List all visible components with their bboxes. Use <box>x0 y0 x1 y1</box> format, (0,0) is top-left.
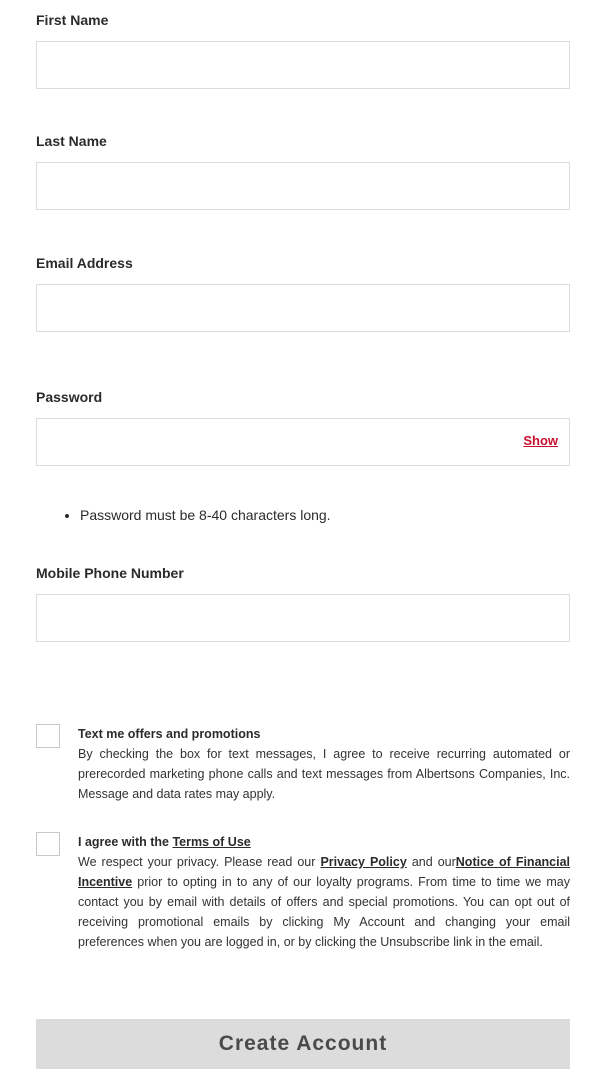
text-offers-checkbox[interactable] <box>36 724 60 748</box>
show-password-toggle[interactable]: Show <box>523 433 558 448</box>
terms-heading-text: I agree with the <box>78 835 173 849</box>
terms-heading <box>78 832 570 852</box>
financial-incentive-link[interactable]: Notice of Financial Incentive <box>78 855 571 889</box>
text-offers-body: By checking the box for text messages, I agree to receive recurring automated or prerecorded marketing phone calls and text messages from Albertsons Companies, Inc. Message and data rates may apply. <box>78 747 570 801</box>
privacy-policy-link[interactable]: Privacy Policy <box>320 855 407 869</box>
password-field <box>36 418 570 466</box>
password-input[interactable] <box>36 418 570 466</box>
password-rule-item: • Password must be 8-40 characters long. <box>80 506 331 524</box>
password-label: Password <box>36 389 103 405</box>
terms-consent <box>78 832 570 952</box>
email-label: Email Address <box>36 255 133 271</box>
phone-input[interactable] <box>36 594 570 642</box>
last-name-input[interactable] <box>36 162 570 210</box>
first-name-input[interactable] <box>36 41 570 89</box>
terms-body-prefix: We respect your privacy. Please read our <box>78 855 321 869</box>
first-name-label: First Name <box>36 12 109 28</box>
terms-body-middle: and our <box>406 855 456 869</box>
phone-label: Mobile Phone Number <box>36 565 184 581</box>
text-offers-consent <box>78 724 570 804</box>
text-offers-heading: Text me offers and promotions <box>78 727 261 741</box>
terms-of-use-link[interactable]: Terms of Use <box>172 835 251 849</box>
password-rules <box>58 506 331 524</box>
terms-body <box>78 852 570 952</box>
terms-body-suffix: prior to opting in to any of our loyalty programs. From time to time we may contact you by email with details of offers and special promotions. You can opt out of receiving promotional emails by clicking My Account and changing your email preferences when you are logged in, or by clicking the Unsubscribe link in the email. <box>78 875 570 949</box>
terms-checkbox[interactable] <box>36 832 60 856</box>
last-name-label: Last Name <box>36 133 107 149</box>
email-input[interactable] <box>36 284 570 332</box>
create-account-button[interactable]: Create Account <box>36 1019 570 1069</box>
